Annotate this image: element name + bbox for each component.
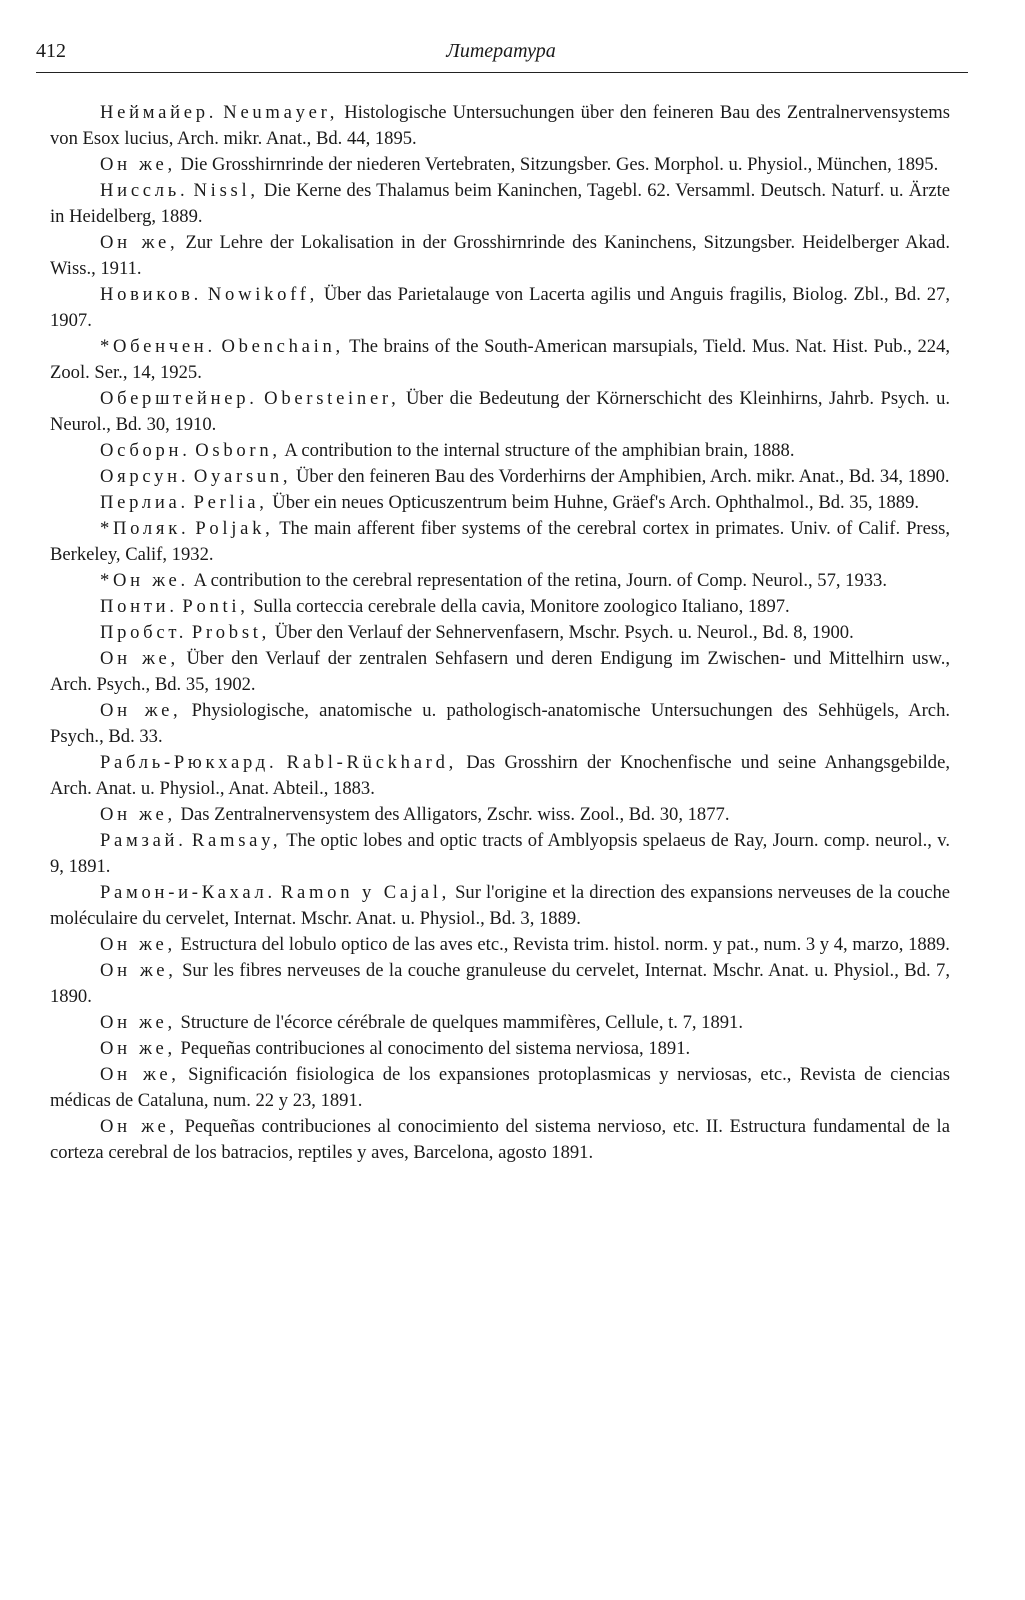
page-number: 412 (36, 40, 66, 62)
reference-entry (50, 1036, 950, 1062)
reference-entry (50, 334, 950, 386)
reference-author: Рамзай. (100, 830, 187, 851)
reference-author: Рабль-Рюкхард. (100, 752, 278, 773)
reference-entry (50, 880, 950, 932)
reference-entry (50, 958, 950, 1010)
reference-author-latin: Obenchain, (221, 336, 344, 357)
reference-author: Пробст. (100, 622, 188, 643)
reference-author-latin: Ramsay, (191, 830, 282, 851)
reference-entry (50, 152, 950, 178)
reference-text: Über die Bedeutung der Körnerschicht des Kleinhirns, Jahrb. Psych. u. Neurol., Bd. 30, 1910. (50, 388, 951, 435)
reference-entry (50, 620, 950, 646)
reference-text: Das Zentralnervensystem des Alligators, Zschr. wiss. Zool., Bd. 30, 1877. (180, 804, 730, 825)
reference-text: Structure de l'écorce cérébrale de quelques mammifères, Cellule, t. 7, 1891. (180, 1012, 744, 1033)
reference-text: Significación fisiologica de los expansiones protoplasmicas y nerviosas, etc., Revista de ciencias médicas de Cataluna, num. 22 y 23, 1891. (50, 1064, 950, 1111)
reference-author: Он же, (100, 648, 179, 669)
reference-entry (50, 230, 950, 282)
reference-author: Он же, (100, 804, 176, 825)
reference-author-latin: Rabl-Rückhard, (286, 752, 457, 773)
reference-text: Physiologische, anatomische u. pathologisch-anatomische Untersuchungen des Sehhügels, Arch. Psych., Bd. 33. (50, 700, 951, 747)
reference-author: *Он же. (100, 570, 189, 591)
reference-text: The optic lobes and optic tracts of Amblyopsis spelaeus de Ray, Journ. comp. neurol., v. 9, 1891. (50, 830, 950, 877)
reference-entry (50, 1114, 950, 1166)
reference-text: Sur les fibres nerveuses de la couche granuleuse du cervelet, Internat. Mschr. Anat. u. Physiol., Bd. 7, 1890. (50, 960, 950, 1007)
running-title: Литература (446, 40, 556, 62)
reference-text: Sur l'origine et la direction des expansions nerveuses de la couche moléculaire du cervelet, Internat. Mschr. Anat. u. Physiol., Bd. 3, 1889. (50, 882, 951, 929)
reference-text: Über den Verlauf der zentralen Sehfasern und deren Endigung im Zwischen- und Mittelhirn usw., Arch. Psych., Bd. 35, 1902. (50, 648, 950, 695)
page-header (36, 40, 966, 68)
reference-author: Неймайер. (100, 102, 218, 123)
reference-author-latin: Osborn, (195, 440, 281, 461)
reference-text: Über ein neues Opticuszentrum beim Huhne, Gräef's Arch. Ophthalmol., Bd. 35, 1889. (272, 492, 920, 513)
reference-list (50, 100, 950, 1166)
reference-author: Ниссль. (100, 180, 189, 201)
reference-author-latin: Ramon y Cajal, (280, 882, 451, 903)
reference-author-latin: Oyarsun, (193, 466, 292, 487)
reference-text: A contribution to the internal structure of the amphibian brain, 1888. (284, 440, 795, 461)
reference-text: Histologische Untersuchungen über den feineren Bau des Zentralnervensystems von Esox lucius, Arch. mikr. Anat., Bd. 44, 1895. (50, 102, 950, 149)
reference-entry (50, 438, 950, 464)
reference-text: Die Kerne des Thalamus beim Kaninchen, Tagebl. 62. Versamml. Deutsch. Naturf. u. Ärzte in Heidelberg, 1889. (50, 180, 951, 227)
reference-author: Понти. (100, 596, 178, 617)
reference-text: Estructura del lobulo optico de las aves etc., Revista trim. histol. norm. y pat., num. 3 y 4, marzo, 1889. (180, 934, 950, 955)
reference-entry (50, 490, 950, 516)
header-rule (36, 72, 968, 73)
reference-author: Осборн. (100, 440, 191, 461)
reference-author: Оберштейнер. (100, 388, 258, 409)
reference-entry (50, 802, 950, 828)
reference-text: Über den feineren Bau des Vorderhirns der Amphibien, Arch. mikr. Anat., Bd. 34, 1890. (295, 466, 950, 487)
reference-entry (50, 464, 950, 490)
reference-entry (50, 386, 950, 438)
reference-text: Über den Verlauf der Sehnervenfasern, Mschr. Psych. u. Neurol., Bd. 8, 1900. (274, 622, 854, 643)
reference-author-latin: Obersteiner, (264, 388, 400, 409)
reference-entry (50, 1062, 950, 1114)
reference-entry (50, 568, 950, 594)
reference-author: Новиков. (100, 284, 203, 305)
reference-author: Рамон-и-Кахал. (100, 882, 276, 903)
reference-text: Pequeñas contribuciones al conocimiento del sistema nervioso, etc. II. Estructura fundamental de la corteza cerebral de los batracios, reptiles y aves, Barcelona, agosto 1891. (50, 1116, 950, 1163)
reference-entry (50, 100, 950, 152)
reference-author: *Обенчен. (100, 336, 216, 357)
reference-entry (50, 750, 950, 802)
reference-author: Он же, (100, 154, 176, 175)
reference-author: Он же, (100, 960, 177, 981)
reference-author: Он же, (100, 1038, 176, 1059)
reference-entry (50, 828, 950, 880)
reference-entry (50, 646, 950, 698)
reference-entry (50, 698, 950, 750)
reference-author: Он же, (100, 232, 179, 253)
reference-author: Он же, (100, 1012, 176, 1033)
reference-author: Он же, (100, 1116, 178, 1137)
reference-author-latin: Probst, (191, 622, 271, 643)
reference-author-latin: Nissl, (193, 180, 259, 201)
reference-author: Он же, (100, 700, 182, 721)
reference-author: Оярсун. (100, 466, 190, 487)
reference-entry (50, 178, 950, 230)
reference-text: A contribution to the cerebral representation of the retina, Journ. of Comp. Neurol., 57, 1933. (193, 570, 888, 591)
reference-text: Das Grosshirn der Knochenfische und seine Anhangsgebilde, Arch. Anat. u. Physiol., Anat. Abteil., 1883. (50, 752, 950, 799)
reference-author: Он же, (100, 1064, 180, 1085)
reference-text: The main afferent fiber systems of the cerebral cortex in primates. Univ. of Calif. Press, Berkeley, Calif, 1932. (50, 518, 950, 565)
reference-text: The brains of the South-American marsupials, Tield. Mus. Nat. Hist. Pub., 224, Zool. Ser., 14, 1925. (50, 336, 951, 383)
reference-author: Перлиа. (100, 492, 189, 513)
reference-author: Он же, (100, 934, 176, 955)
reference-author: *Поляк. (100, 518, 190, 539)
reference-text: Die Grosshirnrinde der niederen Vertebraten, Sitzungsber. Ges. Morphol. u. Physiol., München, 1895. (180, 154, 939, 175)
reference-text: Zur Lehre der Lokalisation in der Grosshirnrinde des Kaninchens, Sitzungsber. Heidelberger Akad. Wiss., 1911. (50, 232, 950, 279)
reference-author-latin: Nowikoff, (207, 284, 318, 305)
reference-text: Pequeñas contribuciones al conocimento del sistema nerviosa, 1891. (180, 1038, 691, 1059)
reference-entry (50, 516, 950, 568)
reference-entry (50, 282, 950, 334)
reference-entry (50, 1010, 950, 1036)
reference-text: Sulla corteccia cerebrale della cavia, Monitore zoologico Italiano, 1897. (253, 596, 790, 617)
reference-entry (50, 594, 950, 620)
reference-text: Über das Parietalauge von Lacerta agilis und Anguis fragilis, Biolog. Zbl., Bd. 27, 1907. (50, 284, 950, 331)
reference-author-latin: Poljak, (195, 518, 274, 539)
reference-author-latin: Neumayer, (223, 102, 339, 123)
reference-author-latin: Perlia, (193, 492, 268, 513)
reference-author-latin: Ponti, (182, 596, 249, 617)
reference-entry (50, 932, 950, 958)
